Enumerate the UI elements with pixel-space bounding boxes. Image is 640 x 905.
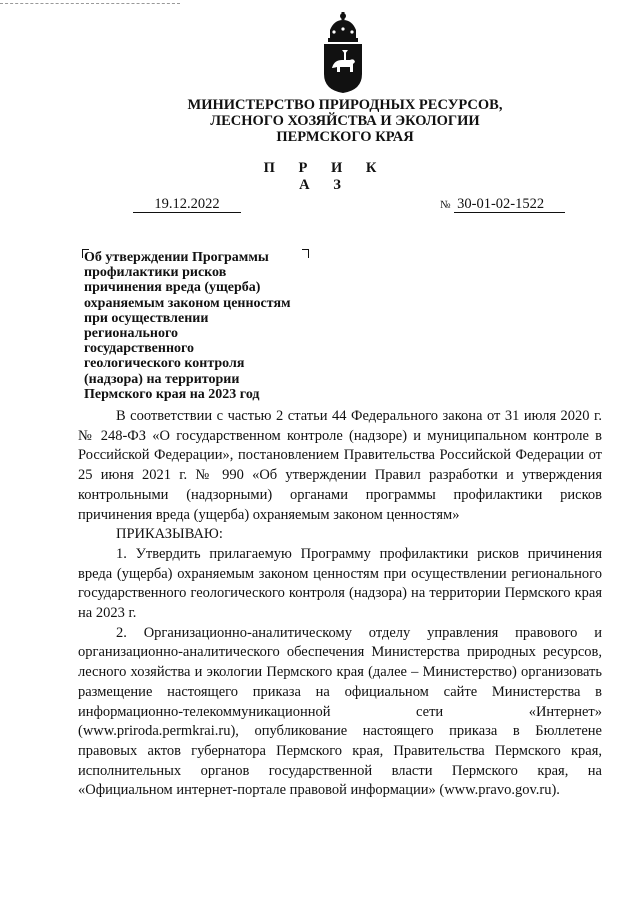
subject-line: Пермского края на 2023 год [84, 386, 260, 402]
subject-line: государственного [84, 341, 195, 357]
preamble-paragraph: В соответствии с частью 2 статьи 44 Федерального закона от 31 июля 2020 г. № 248-ФЗ «О государственном контроле (надзоре) и муниципальном контроле в Российской Федерации», постановлением Правительства Российской Федерации от 25 июня 2021 г. № 990 «Об утверждении Правил разработки и утверждения контрольными (надзорными) органами программы профилактики рисков причинения вреда (ущерба) охраняемым законом ценностям» [78, 408, 602, 523]
ministry-line-3: ПЕРМСКОГО КРАЯ [276, 129, 414, 145]
subject-line: профилактики рисков [84, 265, 227, 281]
order-item-1: 1. Утвердить прилагаемую Программу профилактики рисков причинения вреда (ущерба) охраняемым законом ценностям при осуществлении регионального государственного геологического контроля (надзора) на территории Пермского края на 2023 г. [78, 545, 602, 622]
subject-line: при осуществлении [84, 310, 209, 326]
ministry-line-2: ЛЕСНОГО ХОЗЯЙСТВА И ЭКОЛОГИИ [210, 113, 480, 129]
document-type-heading: П Р И К А З [263, 160, 387, 193]
order-number-field [440, 196, 565, 213]
subject-line: охраняемым законом ценностям [84, 295, 291, 311]
subject-line: геологического контроля [84, 356, 245, 372]
order-body [78, 407, 602, 801]
order-number: 30-01-02-1522 [454, 196, 565, 213]
order-date: 19.12.2022 [133, 196, 241, 213]
ministry-line-1: МИНИСТЕРСТВО ПРИРОДНЫХ РЕСУРСОВ, [187, 97, 503, 113]
number-sign: № [440, 199, 451, 211]
ministry-name [170, 97, 520, 145]
subject-line: (надзора) на территории [84, 371, 240, 387]
order-subject [84, 250, 320, 402]
order-word: ПРИКАЗЫВАЮ: [116, 526, 223, 543]
order-item-2: 2. Организационно-аналитическому отделу управления правового и организационно-аналитического обеспечения Министерства природных ресурсов, лесного хозяйства и экологии Пермского края (далее – Министерство) организовать размещение настоящего приказа на официальном сайте Министерства в информационно-телекоммуникационной сети «Интернет» (www.priroda.permkrai.ru), опубликование настоящего приказа в Бюллетене правовых актов губернатора Пермского края, Правительства Пермского края, исполнительных органов государственной власти Пермского края, на «Официальном интернет-портале правовой информации» (www.pravo.gov.ru). [78, 624, 602, 799]
subject-line: регионального [84, 326, 178, 342]
subject-line: Об утверждении Программы [84, 250, 269, 265]
subject-line: причинения вреда (ущерба) [84, 280, 261, 296]
scan-artifact-line [0, 3, 180, 4]
perm-krai-coat-of-arms-icon [322, 10, 364, 94]
